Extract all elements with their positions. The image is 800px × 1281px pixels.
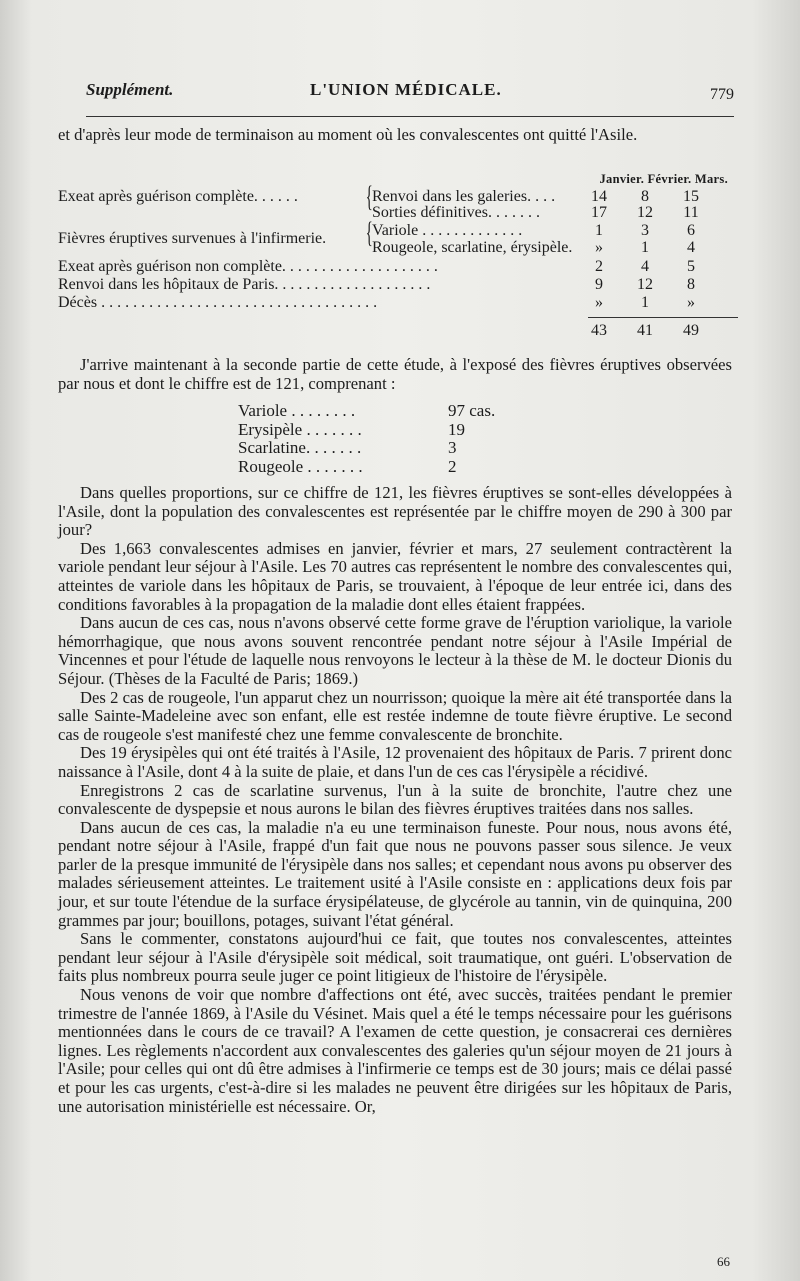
row-label: Exeat après guérison complète. . . . . . [58,188,298,205]
paragraph-text: Enregistrons 2 cas de scarlatine survenus, l'un à la suite de bronchite, l'autre chez une convalescente de dyspepsie et nous aurons le bilan des fièvres éruptives traitées dans nos salles. [58,780,732,819]
list-item [238,439,498,458]
cell-jan: 9 [595,276,603,293]
row-sublabel: Variole . . . . . . . . . . . . . [372,222,523,239]
cell-mar: 15 [683,188,699,205]
list-item [238,458,498,477]
table-row [58,258,732,276]
cell-feb: 8 [641,188,649,205]
table-row [58,239,732,257]
cell-mar: 8 [687,276,695,293]
disease-count: 2 [448,456,457,476]
journal-title: L'UNION MÉDICALE. [310,80,502,99]
table-row [58,222,732,247]
cell-mar: 4 [687,239,695,256]
cell-feb: 12 [637,276,653,293]
cell-feb: 1 [641,294,649,311]
cell-jan: 1 [595,222,603,239]
cell-jan: 14 [591,188,607,205]
column-headers: Janvier. Février. Mars. [599,172,728,186]
cell-jan: » [595,239,603,256]
cell-mar: 11 [683,204,699,221]
page-number: 779 [710,86,734,103]
disease-count: 97 cas. [448,401,496,420]
paragraph-text: Des 2 cas de rougeole, l'un apparut chez un nourrisson; quoique la mère ait été transportée dans la salle Sainte-Madeleine avec son enfant, elle est restée indemne de toute fièvre éruptive. Le second cas de rougeole s'est manifesté chez une femme convalescente de bronchite. [58,687,732,744]
row-sublabel: Rougeole, scarlatine, érysipèle. [372,239,573,256]
disease-name: Erysipèle . . . . . . . [238,419,362,439]
disease-count: 3 [448,438,457,457]
totals-row [58,322,732,340]
disease-count: 19 [448,419,465,439]
list-item [238,421,498,440]
row-sublabel: Sorties définitives. . . . . . . [372,204,540,221]
row-label: Décès . . . . . . . . . . . . . . . . . . . . . . . . . . . . . . . . . . . [58,294,378,311]
row-sublabel: Renvoi dans les galeries. . . . [372,188,556,205]
cell-feb: 3 [641,222,649,239]
cell-jan: 17 [591,204,607,221]
paragraph-text: Sans le commenter, constatons aujourd'hui ce fait, que toutes nos convalescentes, atteintes pendant leur séjour à l'Asile d'érysipèle soit médical, soit traumatique, ont guéri. L'observation de faits plus nombreux pourra seule juger ce point litigieux de l'histoire de l'érysipèle. [58,929,732,986]
running-header [86,80,734,106]
cell-jan: 2 [595,258,603,275]
total-jan: 43 [591,322,607,339]
table-row [58,276,732,294]
paragraph-text: Dans aucun de ces cas, la maladie n'a eu une terminaison funeste. Pour nous, nous avons été, pendant notre séjour à l'Asile, frappé d'un fait que nous ne pouvons passer sous silence. Je veux parler de la presque immunité de l'érysipèle dans nos salles; et cependant nous avons pu observer des malades sérieusement atteintes. Le traitement usité à l'Asile consiste en : applications deux fois par jour, et sur toute l'étendue de la surface érysipélateuse, de glycérole au tannin, vin de quinquina, 200 grammes par jour; bouillons, potages, suivant l'état général. [58,817,732,930]
row-label: Fièvres éruptives survenues à l'infirmerie. [58,230,327,247]
cell-feb: 12 [637,204,653,221]
paragraph-text: Nous venons de voir que nombre d'affections ont été, avec succès, traitées pendant le premier trimestre de l'année 1869, à l'Asile du Vésinet. Mais quel a été le temps nécessaire pour les guérisons mentionnées dans le cours de ce travail? A l'examen de cette question, je consacrerai ces dernières lignes. Les règlements n'accordent aux convalescentes des galeries qu'un séjour moyen de 21 jours à l'Asile; pour celles qui ont dû être admises à l'infirmerie ce temps est de 30 jours; mais ce délai passé et pour les cas urgents, c'est-à-dire si les malades ne peuvent être dirigées sur les hôpitaux de Paris, une autorisation ministérielle est nécessaire. Or, [58,985,732,1116]
paragraph [58,356,732,393]
cell-mar: » [687,294,695,311]
stats-table [58,172,732,342]
body-text [58,484,732,1116]
disease-name: Rougeole . . . . . . . [238,456,363,476]
cell-jan: » [595,294,603,311]
intro-paragraph [58,126,732,145]
cell-feb: 1 [641,239,649,256]
brace: { [365,180,373,213]
header-rule [86,116,734,117]
sum-rule [588,317,738,318]
cell-mar: 5 [687,258,695,275]
header-section: Supplément. [86,80,174,99]
total-feb: 41 [637,322,653,339]
brace: { [365,216,373,249]
cell-mar: 6 [687,222,695,239]
folio-mark: 66 [717,1254,730,1269]
row-label: Renvoi dans les hôpitaux de Paris. . . . . . . . . . . . . . . . . . . . [58,276,431,293]
disease-list [238,402,498,476]
paragraph-text: Des 1,663 convalescentes admises en janvier, février et mars, 27 seulement contractèrent la variole pendant leur séjour à l'Asile. Les 70 autres cas représentent le nombre des convalescentes qui, atteintes de variole dans les hôpitaux de Paris, se trouvaient, à l'époque de leur entrée ici, dans des conditions favorables à la propagation de la maladie dont elles étaient frappées. [58,538,732,614]
disease-name: Variole . . . . . . . . [238,401,356,420]
table-row [58,294,732,312]
total-mar: 49 [683,322,699,339]
paragraph-text: Des 19 érysipèles qui ont été traités à l'Asile, 12 provenaient des hôpitaux de Paris. 7 prirent donc naissance à l'Asile, dont 4 à la suite de plaie, et dans l'un de ces cas l'érysipèle a récidivé. [58,743,732,781]
paragraph-text: J'arrive maintenant à la seconde partie de cette étude, à l'exposé des fièvres éruptives observées par nous et dont le chiffre est de 121, comprenant : [58,355,732,393]
table-row [58,204,732,222]
disease-name: Scarlatine. . . . . . . [238,438,362,457]
list-item [238,402,498,421]
paragraph-text: Dans quelles proportions, sur ce chiffre de 121, les fièvres éruptives se sont-elles développées à l'Asile, dont la population des convalescentes est représentée par le chiffre moyen de 290 à 300 par jour? [58,483,732,540]
paragraph-text: Dans aucun de ces cas, nous n'avons observé cette forme grave de l'éruption variolique, la variole hémorrhagique, que nous avons souvent rencontrée pendant notre séjour à l'Asile Impérial de Vincennes et pour l'étude de laquelle nous renvoyons le lecteur à la thèse de M. le docteur Dionis du Séjour. (Thèses de la Faculté de Paris; 1869.) [58,613,732,688]
intro-text: et d'après leur mode de terminaison au moment où les convalescentes ont quitté l'Asile. [58,125,638,144]
cell-feb: 4 [641,258,649,275]
row-label: Exeat après guérison non complète. . . . . . . . . . . . . . . . . . . . [58,258,438,275]
